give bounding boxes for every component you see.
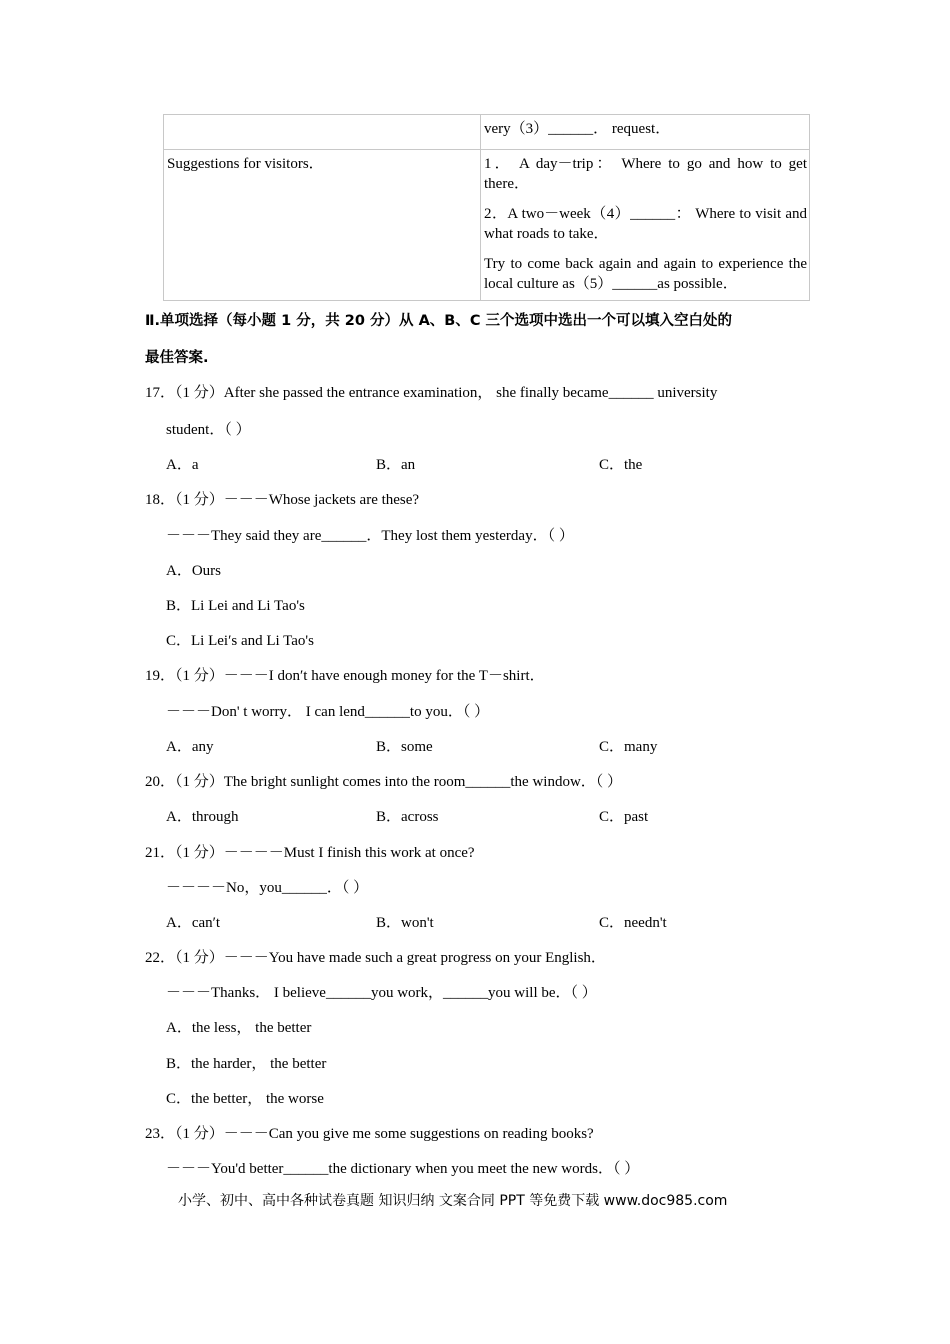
question-22-option-b[interactable]: B．the harder， the better: [166, 1056, 327, 1072]
question-18-stem-cont: －－－They said they are______．They lost them yesterday．（ ）: [166, 528, 574, 544]
table-cell-empty: [164, 115, 481, 150]
question-21-option-a[interactable]: A．can′t: [166, 915, 221, 931]
question-18-stem: 18．（1 分）－－－Whose jackets are these?: [145, 492, 420, 508]
page-footer: 小学、初中、高中各种试卷真题 知识归纳 文案合同 PPT 等免费下载 www.doc985.com: [178, 1193, 728, 1209]
question-21-option-c[interactable]: C．needn't: [599, 915, 667, 931]
question-22-option-a[interactable]: A．the less， the better: [166, 1020, 312, 1036]
table-cell: [481, 150, 810, 301]
question-19-stem-cont: －－－Don' t worry． I can lend______to you．（ ）: [166, 704, 490, 720]
info-table: [163, 114, 810, 301]
question-22-option-c[interactable]: C．the better， the worse: [166, 1091, 324, 1107]
question-22-stem-cont: －－－Thanks． I believe______you work，______you will be．（ ）: [166, 985, 597, 1001]
question-20-stem: 20．（1 分）The bright sunlight comes into the room______the window．（ ）: [145, 774, 623, 790]
question-21-option-b[interactable]: B．won't: [376, 915, 434, 931]
question-17-stem-cont: student．（ ）: [166, 422, 251, 438]
question-17-stem: 17．（1 分）After she passed the entrance examination， she finally became______ university: [145, 385, 718, 401]
info-table-wrapper: [163, 114, 809, 301]
section-heading-line2: 最佳答案.: [145, 350, 209, 366]
question-22-stem: 22．（1 分）－－－You have made such a great progress on your English．: [145, 950, 606, 966]
question-17-option-c[interactable]: C．the: [599, 457, 643, 473]
question-19-option-b[interactable]: B．some: [376, 739, 433, 755]
cell-text: 2．A two－week（4）______： Where to visit and what roads to take．: [484, 206, 807, 242]
table-cell-label: [164, 150, 481, 301]
cell-text: Suggestions for visitors．: [167, 156, 324, 172]
question-21-stem-cont: －－－－No，you______．（ ）: [166, 880, 369, 896]
section-heading-line1: Ⅱ.单项选择（每小题 1 分，共 20 分）从 A、B、C 三个选项中选出一个可以填入空白处的: [145, 313, 733, 329]
question-23-stem-cont: －－－You'd better______the dictionary when you meet the new words．（ ）: [166, 1161, 640, 1177]
question-18-option-c[interactable]: C．Li Lei′s and Li Tao's: [166, 633, 314, 649]
question-19-option-a[interactable]: A．any: [166, 739, 214, 755]
cell-text: Try to come back again and again to experience the local culture as（5）______as possible．: [484, 256, 807, 292]
cell-text: very（3）______． request．: [484, 121, 671, 137]
question-17-option-a[interactable]: A．a: [166, 457, 199, 473]
question-18-option-b[interactable]: B．Li Lei and Li Tao's: [166, 598, 305, 614]
question-20-option-a[interactable]: A．through: [166, 809, 239, 825]
table-row: [164, 115, 810, 150]
table-cell: [481, 115, 810, 150]
cell-text: 1． A day－trip： Where to go and how to get there．: [484, 156, 807, 192]
question-20-option-c[interactable]: C．past: [599, 809, 649, 825]
question-19-stem: 19．（1 分）－－－I don′t have enough money for the T－shirt．: [145, 668, 545, 684]
question-19-option-c[interactable]: C．many: [599, 739, 658, 755]
question-23-stem: 23．（1 分）－－－Can you give me some suggestions on reading books?: [145, 1126, 594, 1142]
question-17-option-b[interactable]: B．an: [376, 457, 416, 473]
question-20-option-b[interactable]: B．across: [376, 809, 439, 825]
question-21-stem: 21．（1 分）－－－－Must I finish this work at once?: [145, 845, 475, 861]
table-row: [164, 150, 810, 301]
question-18-option-a[interactable]: A．Ours: [166, 563, 221, 579]
